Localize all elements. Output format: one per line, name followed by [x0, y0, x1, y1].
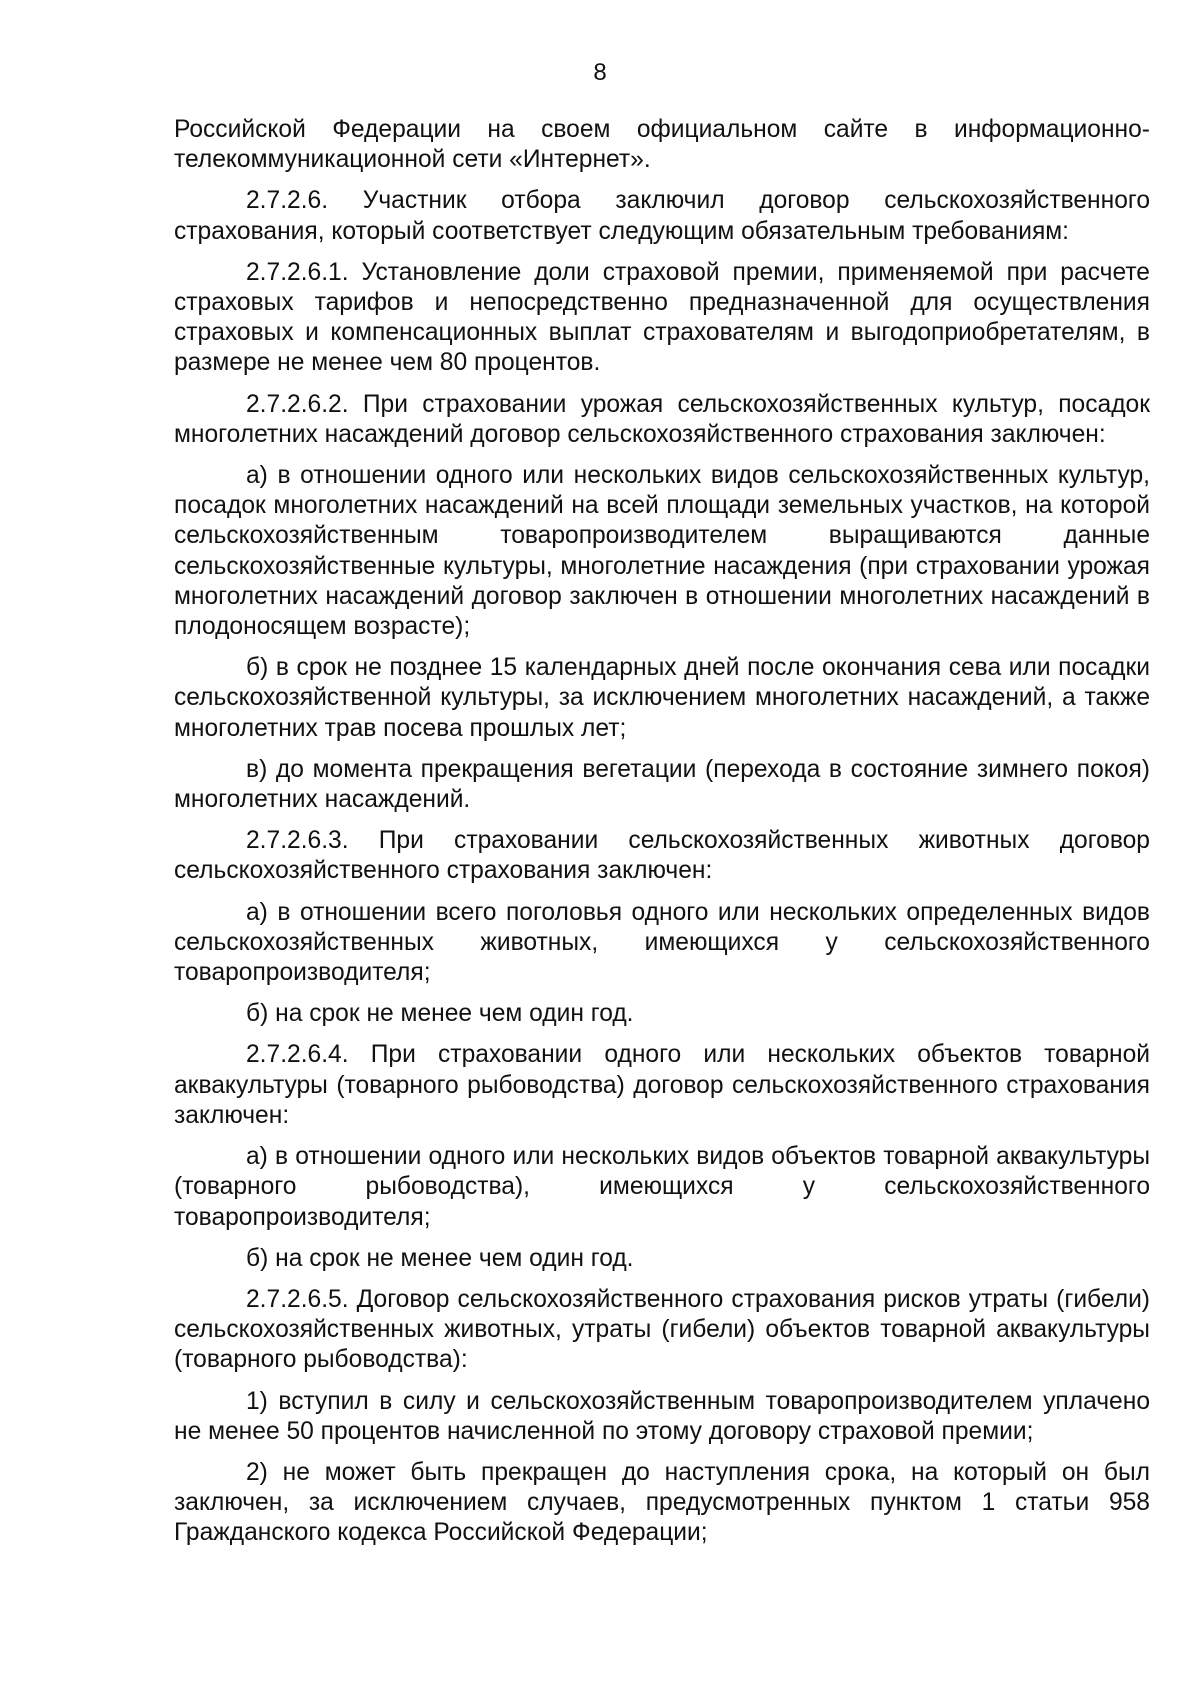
page-number: 8 — [593, 59, 607, 86]
paragraph-2-7-2-6-5-1: 1) вступил в силу и сельскохозяйственным товаропроизводителем уплачено не менее 50 процентов начисленной по этому договору страховой премии; — [174, 1387, 1150, 1445]
paragraph-2-7-2-6-3: 2.7.2.6.3. При страховании сельскохозяйственных животных договор сельскохозяйственного страхования заключен: — [174, 827, 1150, 885]
paragraph-2-7-2-6-2: 2.7.2.6.2. При страховании урожая сельскохозяйственных культур, посадок многолетних насаждений договор сельскохозяйственного страхования заключен: — [174, 390, 1150, 448]
document-body — [174, 115, 1150, 1560]
paragraph-2-7-2-6-1: 2.7.2.6.1. Установление доли страховой премии, применяемой при расчете страховых тарифов и непосредственно предназначенной для осуществления страховых и компенсационных выплат страхователям и выгодоприобретателям, в размере не менее чем 80 процентов. — [174, 258, 1150, 377]
paragraph-2-7-2-6-2-a: а) в отношении одного или нескольких видов сельскохозяйственных культур, посадок многолетних насаждений на всей площади земельных участков, на которой сельскохозяйственным товаропроизводителем выращиваются данные сельскохозяйственные культуры, многолетние насаждения (при страховании урожая многолетних насаждений договор заключен в отношении многолетних насаждений в плодоносящем возрасте); — [174, 462, 1150, 641]
paragraph-2-7-2-6-3-b: б) на срок не менее чем один год. — [246, 1000, 634, 1028]
paragraph-2-7-2-6-4-b: б) на срок не менее чем один год. — [246, 1244, 634, 1272]
paragraph-2-7-2-6-4-a: а) в отношении одного или нескольких видов объектов товарной аквакультуры (товарного рыбоводства), имеющихся у сельскохозяйственного товаропроизводителя; — [174, 1143, 1150, 1231]
paragraph-2-7-2-6-5-2: 2) не может быть прекращен до наступления срока, на который он был заключен, за исключением случаев, предусмотренных пунктом 1 статьи 958 Гражданского кодекса Российской Федерации; — [174, 1458, 1150, 1547]
paragraph-2-7-2-6-2-v: в) до момента прекращения вегетации (перехода в состояние зимнего покоя) многолетних насаждений. — [174, 755, 1150, 814]
paragraph-2-7-2-6: 2.7.2.6. Участник отбора заключил договор сельскохозяйственного страхования, который соответствует следующим обязательным требованиям: — [174, 187, 1150, 245]
paragraph-2-7-2-6-4: 2.7.2.6.4. При страховании одного или нескольких объектов товарной аквакультуры (товарного рыбоводства) договор сельскохозяйственного страхования заключен: — [174, 1041, 1150, 1129]
paragraph-2-7-2-6-3-a: а) в отношении всего поголовья одного или нескольких определенных видов сельскохозяйственных животных, имеющихся у сельскохозяйственного товаропроизводителя; — [174, 898, 1150, 987]
paragraph-continuation: Российской Федерации на своем официальном сайте в информационно-телекоммуникационной сети «Интернет». — [174, 116, 1150, 174]
paragraph-2-7-2-6-5: 2.7.2.6.5. Договор сельскохозяйственного страхования рисков утраты (гибели) сельскохозяйственных животных, утраты (гибели) объектов товарной аквакультуры (товарного рыбоводства): — [174, 1285, 1150, 1374]
paragraph-2-7-2-6-2-b: б) в срок не позднее 15 календарных дней после окончания сева или посадки сельскохозяйственной культуры, за исключением многолетних насаждений, а также многолетних трав посева прошлых лет; — [174, 654, 1150, 742]
